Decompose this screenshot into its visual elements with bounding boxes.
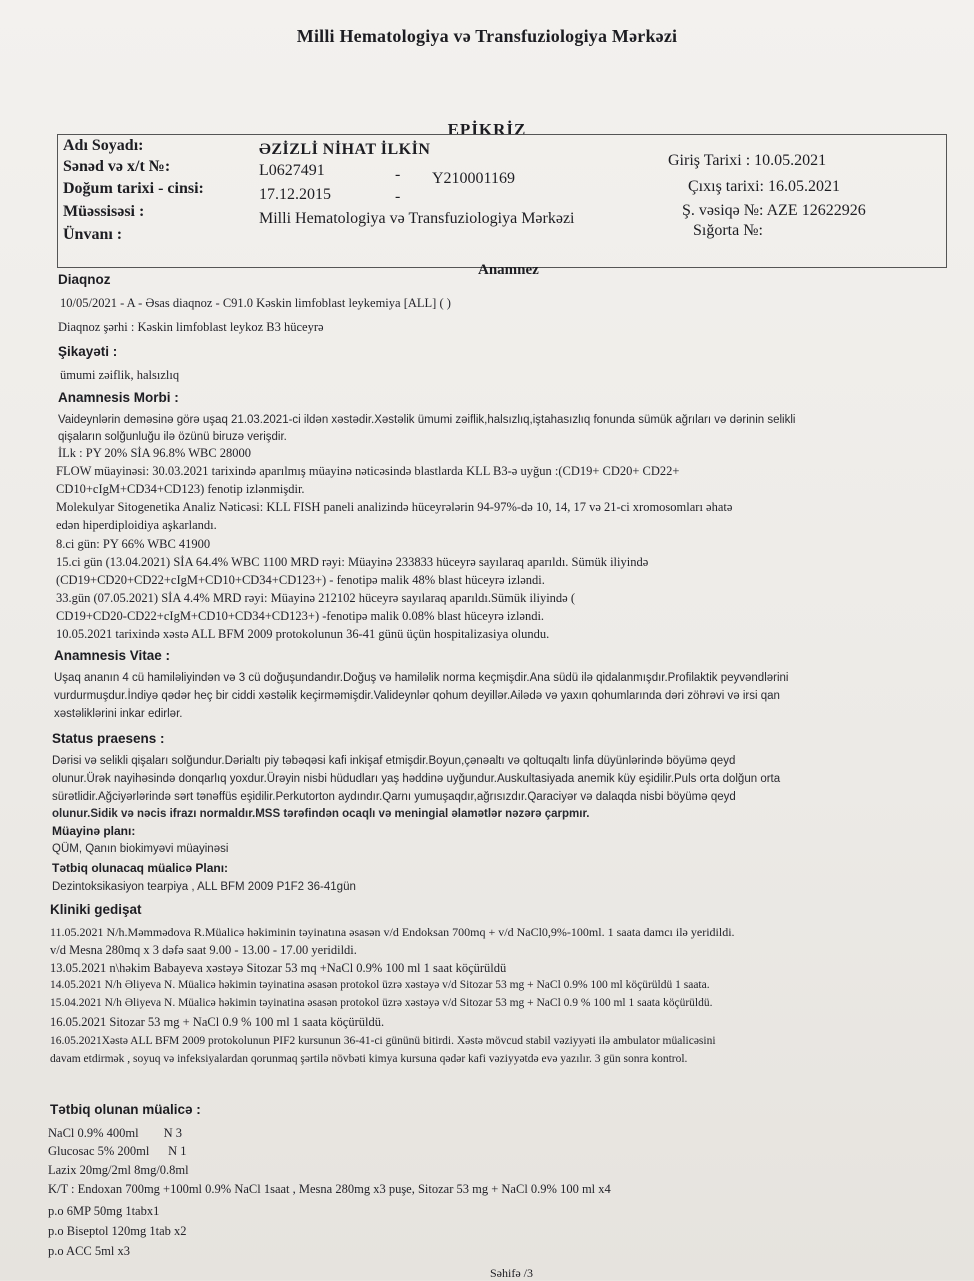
course-line: davam etdirmək , soyuq və infeksiyalardan qorunmaq şərtilə növbəti kimya kursuna qədər kafi vəziyyətdə evə yazılır. 3 gün sonra kontrol.: [50, 1053, 688, 1065]
course-line: 14.05.2021 N/h Əliyeva N. Müalicə həkimin təyinatina əsasən protokol üzrə xəstəyə v/d Sitozar 53 mg + NaCl 0.9% 100 ml köçürüldü 1 saata.: [50, 979, 710, 991]
morbi-line: FLOW müayinəsi: 30.03.2021 tarixində aparılmış müayinə nəticəsində blastlarda KLL B3-ə uyğun :(CD19+ CD20+ CD22+: [56, 464, 680, 478]
applied-line: p.o Biseptol 120mg 1tab x2: [48, 1224, 187, 1238]
doc-label: Sənəd və x/t №:: [63, 158, 171, 175]
morbi-line: 33.gün (07.05.2021) SİA 4.4% MRD rəyi: Müayinə 212102 hüceyrə sayılaraq aparıldı.Sümük iliyində (: [56, 591, 576, 605]
institution-header: Milli Hematologiya və Transfuziologiya Mərkəzi: [296, 26, 678, 46]
institution-label: Müəssisəsi :: [63, 203, 145, 220]
admission-date: Giriş Tarixi : 10.05.2021: [668, 152, 827, 169]
course-line: 11.05.2021 N/h.Məmmədova R.Müalicə həkiminin təyinatına əsasən v/d Endoksan 700mq + v/d NaCl0,9%-100ml. 1 saata damcı ilə yeridildi.: [50, 925, 735, 939]
status-heading: Status praesens :: [52, 731, 165, 746]
morbi-line: CD19+CD20-CD22+cIgM+CD10+CD34+CD123+) -fenotipə malik 0.08% blast hüceyrə izləndi.: [56, 609, 545, 623]
doc-number: L0627491: [259, 162, 325, 179]
morbi-line: 8.ci gün: PY 66% WBC 41900: [56, 537, 211, 551]
morbi-line: 15.ci gün (13.04.2021) SİA 64.4% WBC 1100 MRD rəyi: Müayinə 233833 hüceyrə sayılaraq aparıldı. Sümük iliyində: [56, 555, 649, 569]
morbi-line: CD10+cIgM+CD34+CD123) fenotip izlənmişdir.: [56, 482, 305, 496]
case-number: Y210001169: [432, 170, 515, 187]
complaints-text: ümumi zəiflik, halsızlıq: [60, 368, 180, 382]
page-footer: Səhifə /3: [490, 1266, 533, 1280]
address-label: Ünvanı :: [63, 226, 123, 243]
dob-dash: -: [395, 188, 401, 205]
course-line: 15.04.2021 N/h Əliyeva N. Müalicə həkimin təyinatina əsasən protokol üzrə xəstəyə v/d Sitozar 53 mg + NaCl 0.9 % 100 ml 1 saata köçürüldü.: [50, 997, 713, 1009]
applied-treatment-heading: Tətbiq olunan müalicə :: [50, 1102, 201, 1117]
treatment-plan-heading: Tətbiq olunacaq müalicə Planı:: [52, 861, 229, 875]
morbi-line: Molekulyar Sitogenetika Analiz Nəticəsi: KLL FISH paneli analizində hüceyrələrin 94-97%-də 10, 14, 17 və 21-ci xromosomları əhatə: [56, 500, 733, 514]
applied-line: Lazix 20mg/2ml 8mg/0.8ml: [48, 1163, 189, 1177]
anamnez-title: Anamnez: [478, 262, 539, 278]
vitae-line: Uşaq ananın 4 cü hamiləliyindən və 3 cü doğuşundandır.Doğuş və hamiləlik norma keçmişdir.Ana südü ilə qidalanmışdır.Profilaktik peyvəndlərini: [54, 672, 789, 684]
date-of-birth: 17.12.2015: [259, 186, 331, 203]
morbi-line: Vaideynlərin deməsinə görə uşaq 21.03.2021-ci ildən xəstədir.Xəstəlik ümumi zəiflik,halsızlıq,iştahasızlıq fonunda sümük ağrıları və dərinin selikli: [58, 414, 796, 426]
patient-name: ƏZİZLİ NİHAT İLKİN: [259, 141, 431, 158]
exam-plan-heading: Müayinə planı:: [52, 824, 136, 838]
diagnosis-heading: Diaqnoz: [58, 272, 111, 287]
complaints-heading: Şikayəti :: [58, 344, 118, 359]
discharge-date: Çıxış tarixi: 16.05.2021: [688, 178, 840, 195]
applied-line: NaCl 0.9% 400ml N 3: [48, 1126, 183, 1140]
applied-line: Glucosac 5% 200ml N 1: [48, 1144, 187, 1158]
dob-label: Doğum tarixi - cinsi:: [63, 180, 204, 197]
morbi-heading: Anamnesis Morbi :: [58, 390, 179, 405]
course-line: 16.05.2021 Sitozar 53 mg + NaCl 0.9 % 100 ml 1 saata köçürüldü.: [50, 1015, 385, 1029]
diagnosis-explanation: Diaqnoz şərhi : Kəskin limfoblast leykoz B3 hüceyrə: [58, 320, 324, 334]
document-title: EPİKRİZ: [447, 120, 527, 139]
morbi-line: edən hiperdiploidiya aşkarlandı.: [56, 518, 217, 532]
morbi-line: 10.05.2021 tarixində xəstə ALL BFM 2009 protokolunun 36-41 günü üçün hospitalizasiya olundu.: [56, 627, 550, 641]
status-line: olunur.Sidik və nəcis ifrazı normaldır.MSS tərəfindən ocaqlı və meningial əlamətlər nəzərə çarpmır.: [52, 808, 590, 820]
status-line: olunur.Ürək nayihəsində donqarlıq yoxdur.Ürəyin nisbi hüdudları yaş həddinə uyğundur.Auskultasiyada anemik küy eşidilir.Puls orta dolğun orta: [52, 773, 781, 785]
vitae-line: vurdurmuşdur.İndiyə qədər heç bir ciddi xəstəlik keçirməmişdir.Valideynlər qohum deyillər.Ailədə və yaxın qohumlarında dəri zöhrəvi və irsi qan: [54, 690, 780, 702]
applied-line: p.o ACC 5ml x3: [48, 1244, 130, 1258]
applied-line: K/T : Endoxan 700mg +100ml 0.9% NaCl 1saat , Mesna 280mg x3 puşe, Sitozar 53 mg + NaCl 0.9% 100 ml x4: [48, 1182, 611, 1196]
morbi-line: İLk : PY 20% SİA 96.8% WBC 28000: [58, 446, 252, 460]
id-card-number: Ş. vəsiqə №: AZE 12622926: [682, 202, 866, 219]
course-line: 13.05.2021 n\həkim Babayeva xəstəyə Sitozar 53 mq +NaCl 0.9% 100 ml 1 saat köçürüldü: [50, 961, 507, 975]
doc-dash: -: [395, 166, 401, 183]
insurance-label: Sığorta №:: [693, 222, 763, 239]
status-line: Dərisi və selikli qişaları solğundur.Dərialtı piy təbəqəsi kafi inkişaf etmişdir.Boyun,çənəaltı və qoltuqaltı linfa düyünlərində böyümə qeyd: [52, 755, 736, 767]
morbi-line: qişaların solğunluğu ilə özünü biruzə verişdir.: [58, 431, 287, 443]
status-line: sürətlidir.Ağciyərlərində sərt tənəffüs eşidilir.Perkutorton aydındır.Qarnı yumuşaqdır,ağrısızdır.Qaraciyər və dalaqda nisbi böyümə qeyd: [52, 791, 736, 803]
vitae-heading: Anamnesis Vitae :: [54, 648, 171, 663]
exam-plan-text: QÜM, Qanın biokimyəvi müayinəsi: [52, 843, 229, 855]
treatment-plan-text: Dezintoksikasiyon tearpiya , ALL BFM 2009 P1F2 36-41gün: [52, 881, 356, 893]
name-label: Adı Soyadı:: [63, 137, 144, 154]
applied-line: p.o 6MP 50mg 1tabx1: [48, 1204, 160, 1218]
course-line: 16.05.2021Xəstə ALL BFM 2009 protokolunun PIF2 kursunun 36-41-ci gününü bitirdi. Xəstə mövcud stabil vəziyyəti ilə ambulator müalicəsini: [50, 1035, 716, 1047]
diagnosis-main: 10/05/2021 - A - Əsas diaqnoz - C91.0 Kəskin limfoblast leykemiya [ALL] ( ): [60, 296, 451, 310]
vitae-line: xəstəliklərini inkar edirlər.: [54, 708, 183, 720]
clinical-course-heading: Kliniki gedişat: [50, 902, 142, 917]
morbi-line: (CD19+CD20+CD22+cIgM+CD10+CD34+CD123+) - fenotipə malik 48% blast hüceyrə izləndi.: [56, 573, 545, 587]
course-line: v/d Mesna 280mq x 3 dəfə saat 9.00 - 13.00 - 17.00 yeridildi.: [50, 943, 357, 957]
institution-name: Milli Hematologiya və Transfuziologiya Mərkəzi: [259, 210, 575, 227]
